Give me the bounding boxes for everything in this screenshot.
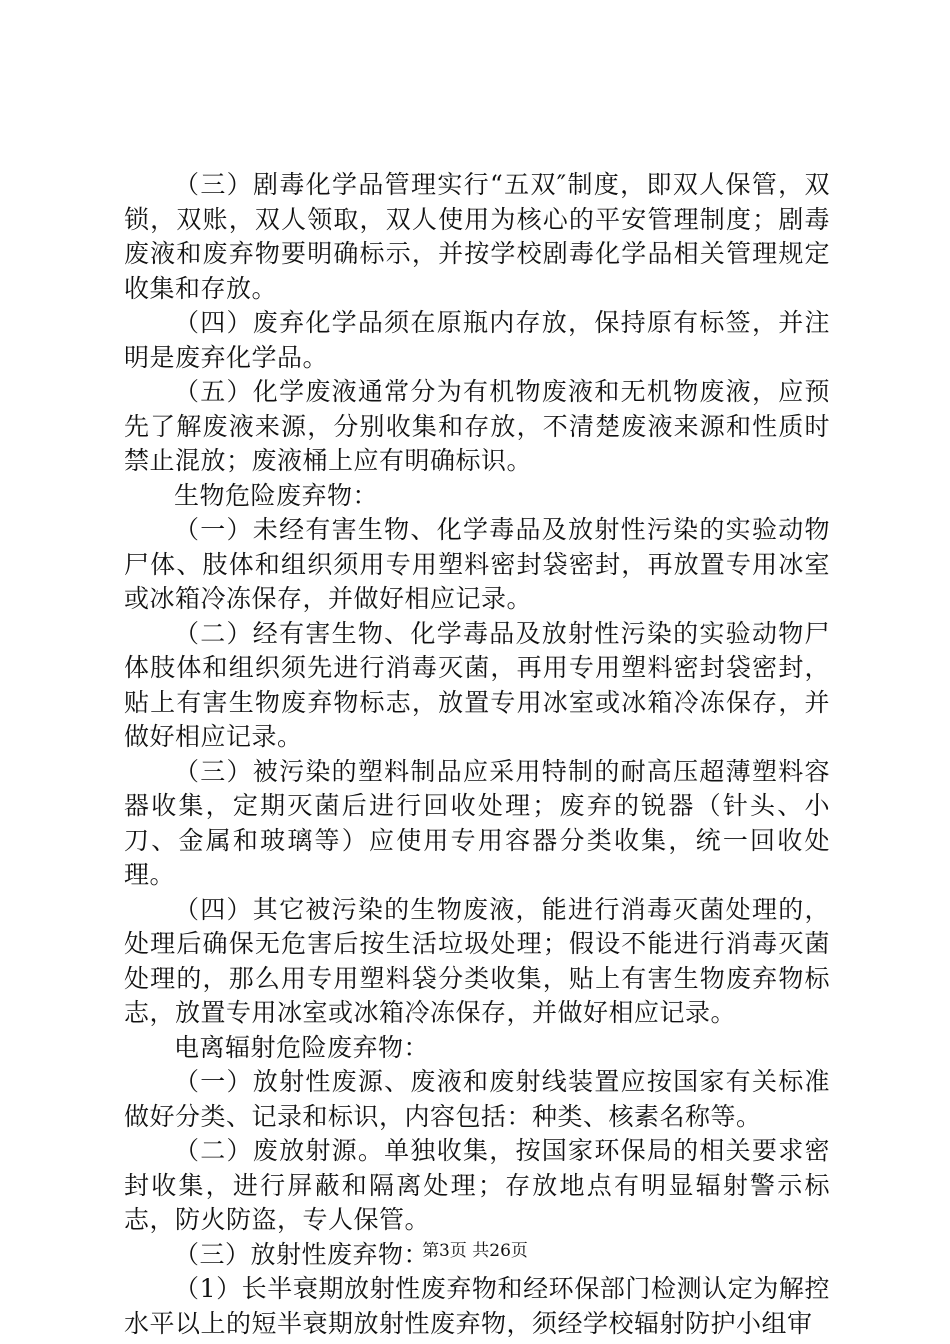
paragraph: （一）放射性废源、废液和废射线装置应按国家有关标准做好分类、记录和标识，内容包括：种类、核素名称等。	[124, 1067, 830, 1131]
paragraph: （三）被污染的塑料制品应采用特制的耐高压超薄塑料容器收集，定期灭菌后进行回收处理；废弃的锐器（针头、小刀、金属和玻璃等）应使用专用容器分类收集，统一回收处理。	[124, 756, 830, 889]
paragraph: （一）未经有害生物、化学毒品及放射性污染的实验动物尸体、肢体和组织须用专用塑料密封袋密封，再放置专用冰室或冰箱冷冻保存，并做好相应记录。	[124, 515, 830, 613]
paragraph: （三）剧毒化学品管理实行“五双″制度，即双人保管，双锁，双账，双人领取，双人使用为核心的平安管理制度；剧毒废液和废弃物要明确标示，并按学校剧毒化学品相关管理规定收集和存放。	[124, 170, 830, 303]
paragraph: （二）经有害生物、化学毒品及放射性污染的实验动物尸体肢体和组织须先进行消毒灭菌，再用专用塑料密封袋密封，贴上有害生物废弃物标志，放置专用冰室或冰箱冷冻保存，并做好相应记录。	[124, 618, 830, 751]
paragraph: （1）长半衰期放射性废弃物和经环保部门检测认定为解控水平以上的短半衰期放射性废弃物，须经学校辐射防护小组审	[124, 1274, 830, 1338]
page-number-footer: 第3页 共26页	[422, 1241, 528, 1261]
document-body	[124, 168, 830, 1341]
paragraph: （四）废弃化学品须在原瓶内存放，保持原有标签，并注明是废弃化学品。	[124, 308, 830, 372]
paragraph: （四）其它被污染的生物废液，能进行消毒灭菌处理的，处理后确保无危害后按生活垃圾处理；假设不能进行消毒灭菌处理的，那么用专用塑料袋分类收集，贴上有害生物废弃物标志，放置专用冰室或冰箱冷冻保存，并做好相应记录。	[124, 894, 830, 1027]
paragraph: （三）放射性废弃物：	[174, 1239, 430, 1269]
paragraph: （五）化学废液通常分为有机物废液和无机物废液，应预先了解废液来源，分别收集和存放，不清楚废液来源和性质时禁止混放；废液桶上应有明确标识。	[124, 377, 830, 475]
section-heading-radiation: 电离辐射危险废弃物：	[174, 1032, 430, 1062]
paragraph: （二）废放射源。单独收集，按国家环保局的相关要求密封收集，进行屏蔽和隔离处理；存放地点有明显辐射警示标志，防火防盗，专人保管。	[124, 1136, 830, 1234]
section-heading-biological: 生物危险废弃物：	[174, 480, 379, 510]
